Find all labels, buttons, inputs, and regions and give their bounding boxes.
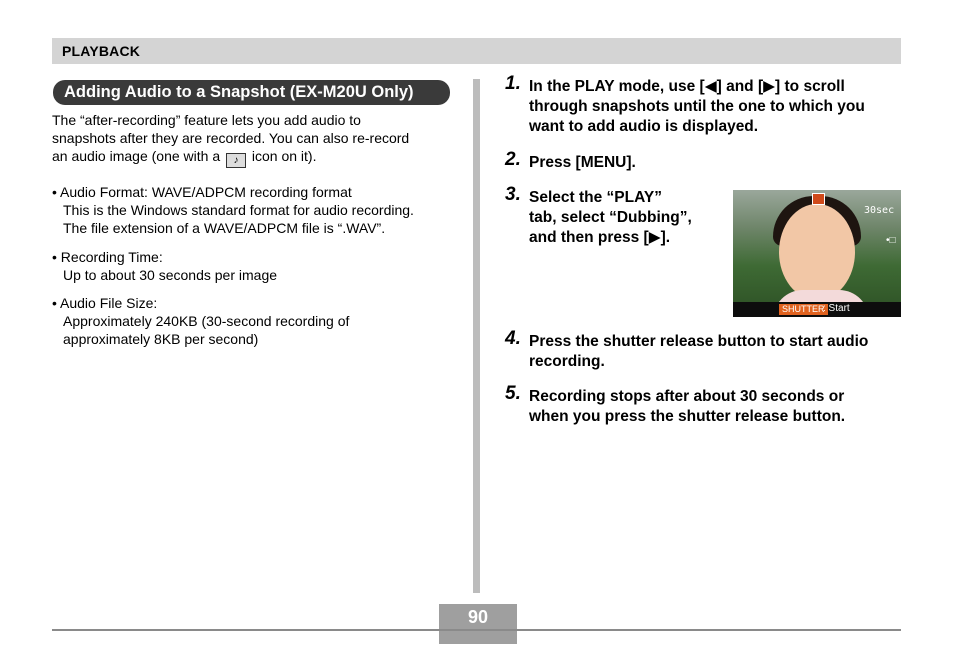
step-number: 4. [505, 328, 521, 349]
shutter-action-label: : Start [823, 303, 850, 314]
intro-line: The “after-recording” feature lets you add audio to [52, 112, 361, 128]
bullet-audio-format [52, 183, 462, 237]
step-5 [505, 383, 846, 427]
step-2 [505, 149, 636, 173]
step-number: 2. [505, 149, 521, 170]
step-line: In the PLAY mode, use [◀] and [▶] to scroll [529, 78, 845, 95]
step-line: Select the “PLAY” [529, 189, 662, 206]
step-line: when you press the shutter release button. [529, 408, 846, 425]
step-3 [505, 184, 692, 248]
intro-text: icon on it). [251, 148, 317, 164]
step-number: 5. [505, 383, 521, 404]
audio-snapshot-icon: ♪ [226, 153, 246, 168]
intro-line: snapshots after they are recorded. You can also re-record [52, 130, 410, 146]
header-bar [52, 38, 901, 64]
step-number: 3. [505, 184, 521, 205]
bullet-line: • Audio File Size: [52, 295, 158, 311]
bullet-line: • Audio Format: WAVE/ADPCM recording format [52, 184, 352, 200]
section-title: Adding Audio to a Snapshot (EX-M20U Only) [53, 80, 450, 105]
step-line: Recording stops after about 30 seconds or [529, 388, 845, 405]
photo-face [779, 204, 855, 300]
step-line: Press the shutter release button to start audio [529, 333, 869, 350]
camera-screen-photo [733, 190, 901, 317]
bullet-recording-time [52, 248, 462, 284]
bullet-file-size [52, 294, 462, 348]
step-line: through snapshots until the one to which you [529, 98, 865, 115]
header-title: PLAYBACK [62, 43, 141, 59]
bullet-line: Approximately 240KB (30-second recording of [63, 313, 350, 329]
step-4 [505, 328, 869, 372]
bullet-line: • Recording Time: [52, 249, 163, 265]
record-mode-icon [812, 193, 825, 205]
page-number: 90 [467, 607, 489, 627]
intro-text: an audio image (one with a [52, 148, 221, 164]
step-line: tab, select “Dubbing”, [529, 209, 692, 226]
bottom-rule [52, 629, 901, 631]
step-1 [505, 73, 865, 137]
step-line: Press [MENU]. [529, 154, 636, 171]
column-divider [473, 79, 480, 593]
step-line: and then press [▶]. [529, 229, 671, 246]
step-number: 1. [505, 73, 521, 94]
bullet-line: Up to about 30 seconds per image [63, 267, 278, 283]
bullet-line: approximately 8KB per second) [63, 331, 259, 347]
bullet-line: This is the Windows standard format for audio recording. [63, 202, 414, 218]
step-line: want to add audio is displayed. [529, 118, 759, 135]
shutter-button-label: SHUTTER [779, 304, 828, 315]
recording-time-readout: 30sec [864, 205, 895, 216]
microphone-icon: •□ [886, 235, 896, 246]
step-line: recording. [529, 353, 605, 370]
intro-line [52, 147, 462, 168]
intro-paragraph [52, 111, 462, 168]
bullet-line: The file extension of a WAVE/ADPCM file is “.WAV”. [63, 220, 386, 236]
